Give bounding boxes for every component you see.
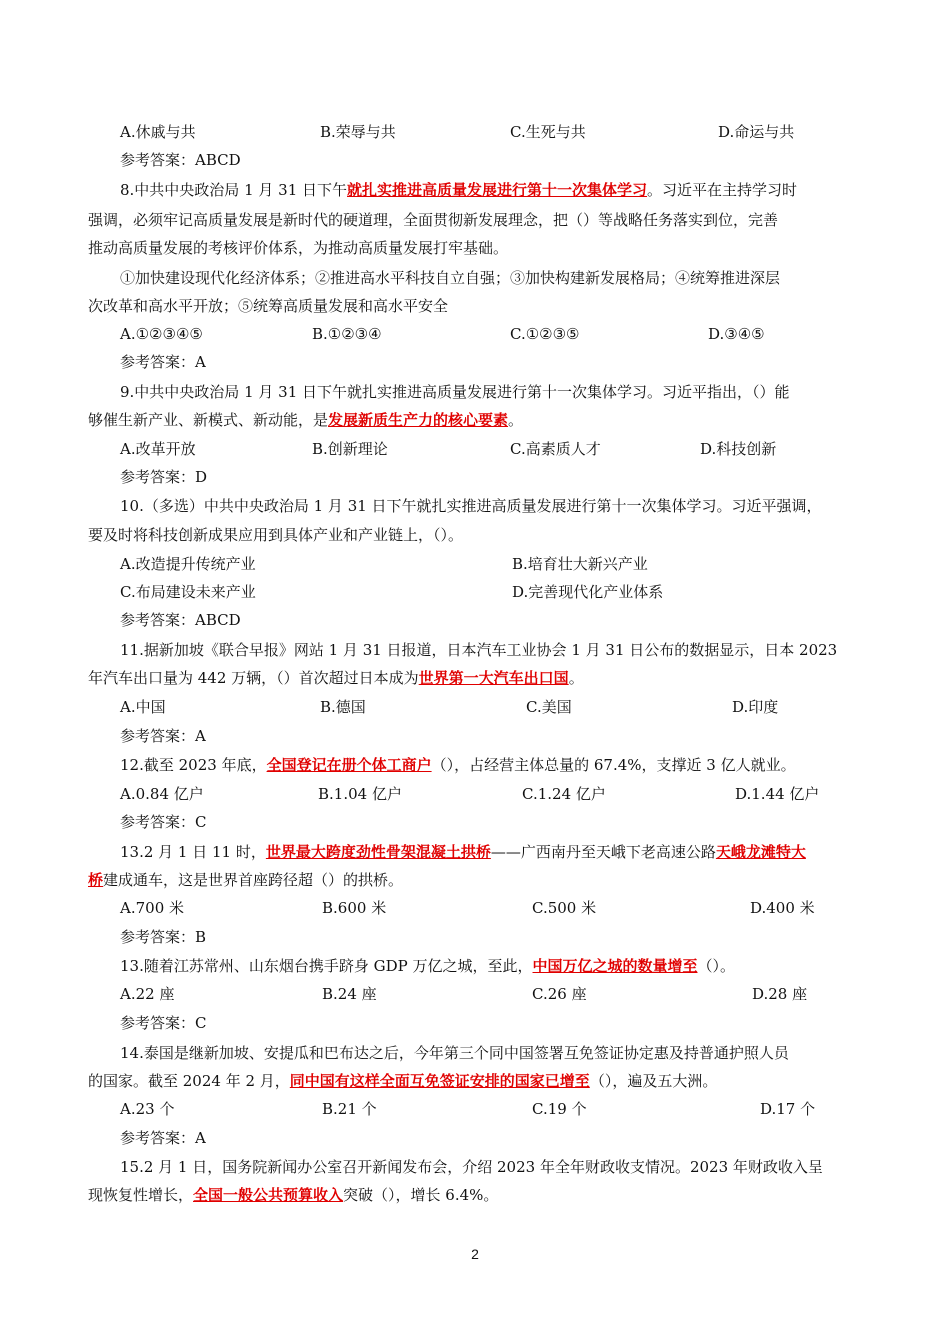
answer-q13b: 参考答案：C	[120, 1014, 207, 1032]
option-c: C.500 米	[532, 899, 597, 917]
option-b: B.①②③④	[312, 325, 382, 343]
highlight-text: 世界第一大汽车出口国	[418, 669, 569, 687]
question-8-line-3: 推动高质量发展的考核评价体系，为推动高质量发展打牢基础。	[88, 239, 509, 257]
question-9-line-2: 够催生新产业、新模式、新动能，是发展新质生产力的核心要素。	[88, 411, 524, 429]
question-8-line-4: ①加快建设现代化经济体系；②推进高水平科技自立自强；③加快构建新发展格局；④统筹推进深层	[120, 269, 781, 287]
question-11-line-2: 年汽车出口量为 442 万辆，（）首次超过日本成为世界第一大汽车出口国。	[88, 669, 584, 687]
answer-q14: 参考答案：A	[120, 1129, 206, 1147]
answer-q10: 参考答案：ABCD	[120, 611, 241, 629]
answer-q13a: 参考答案：B	[120, 928, 207, 946]
option-d: D.③④⑤	[708, 325, 765, 343]
highlight-text: 同中国有这样全面互免签证安排的国家已增至	[289, 1072, 590, 1090]
option-d: D.印度	[732, 698, 779, 716]
highlight-text: 天峨龙滩特大	[715, 843, 806, 861]
answer-q9: 参考答案：D	[120, 468, 208, 486]
question-11-line-1: 11.据新加坡《联合早报》网站 1 月 31 日报道，日本汽车工业协会 1 月 31 日公布的数据显示，日本 2023	[120, 641, 838, 659]
option-c: C.生死与共	[510, 123, 586, 141]
option-a: A.中国	[120, 698, 166, 716]
answer-q12: 参考答案：C	[120, 813, 207, 831]
option-d: D.400 米	[750, 899, 815, 917]
highlight-text: 就扎实推进高质量发展进行第十一次集体学习	[347, 181, 648, 199]
option-a: A.休戚与共	[120, 123, 196, 141]
highlight-text: 全国一般公共预算收入	[193, 1186, 344, 1204]
question-9-line-1: 9.中共中央政治局 1 月 31 日下午就扎实推进高质量发展进行第十一次集体学习。习近平指出，（）能	[120, 383, 790, 401]
option-c: C.1.24 亿户	[522, 785, 606, 803]
option-c: C.高素质人才	[510, 440, 601, 458]
option-a: A.23 个	[120, 1100, 175, 1118]
question-13b-line-1: 13.随着江苏常州、山东烟台携手跻身 GDP 万亿之城，至此，中国万亿之城的数量增至（）。	[120, 957, 736, 975]
option-c: C.26 座	[532, 985, 587, 1003]
highlight-text: 全国登记在册个体工商户	[266, 756, 432, 774]
option-b: B.21 个	[322, 1100, 377, 1118]
highlight-text: 发展新质生产力的核心要素	[328, 411, 509, 429]
option-b: B.创新理论	[312, 440, 388, 458]
option-c: C.美国	[526, 698, 572, 716]
question-8-line-5: 次改革和高水平开放；⑤统筹高质量发展和高水平安全	[88, 297, 449, 315]
option-a: A.22 座	[120, 985, 175, 1003]
question-8-line-1: 8.中共中央政治局 1 月 31 日下午就扎实推进高质量发展进行第十一次集体学习。习近平在主持学习时	[120, 181, 798, 199]
question-12-line-1: 12.截至 2023 年底，全国登记在册个体工商户（），占经营主体总量的 67.4%，支撑近 3 亿人就业。	[120, 756, 796, 774]
option-d: D.1.44 亿户	[735, 785, 820, 803]
answer-q7: 参考答案：ABCD	[120, 151, 241, 169]
option-b: B.600 米	[322, 899, 387, 917]
option-d: D.17 个	[760, 1100, 816, 1118]
answer-q11: 参考答案：A	[120, 727, 206, 745]
option-a: A.①②③④⑤	[120, 325, 203, 343]
highlight-text: 中国万亿之城的数量增至	[532, 957, 698, 975]
page-number: 2	[471, 1246, 479, 1262]
option-b: B.1.04 亿户	[318, 785, 402, 803]
option-a: A.改革开放	[120, 440, 196, 458]
question-15-line-1: 15.2 月 1 日，国务院新闻办公室召开新闻发布会，介绍 2023 年全年财政收支情况。2023 年财政收入呈	[120, 1158, 823, 1176]
highlight-text: 世界最大跨度劲性骨架混凝土拱桥	[265, 843, 491, 861]
question-13a-line-1: 13.2 月 1 日 11 时，世界最大跨度劲性骨架混凝土拱桥——广西南丹至天峨下老高速公路天峨龙滩特大	[120, 843, 806, 861]
option-b: B.德国	[320, 698, 366, 716]
option-a: A.0.84 亿户	[120, 785, 204, 803]
question-13a-line-2: 桥建成通车，这是世界首座跨径超（）的拱桥。	[88, 871, 404, 889]
option-b: B.24 座	[322, 985, 377, 1003]
option-b: B.荣辱与共	[320, 123, 396, 141]
option-c: C.①②③⑤	[510, 325, 580, 343]
option-c: C.19 个	[532, 1100, 587, 1118]
option-a: A.改造提升传统产业	[120, 555, 256, 573]
option-a: A.700 米	[120, 899, 184, 917]
answer-q8: 参考答案：A	[120, 353, 206, 371]
question-10-line-2: 要及时将科技创新成果应用到具体产业和产业链上，（）。	[88, 526, 464, 544]
option-d: D.完善现代化产业体系	[512, 583, 664, 601]
question-14-line-1: 14.泰国是继新加坡、安提瓜和巴布达之后，今年第三个同中国签署互免签证协定惠及持普通护照人员	[120, 1044, 789, 1062]
question-10-line-1: 10.（多选）中共中央政治局 1 月 31 日下午就扎实推进高质量发展进行第十一次集体学习。习近平强调，	[120, 497, 822, 515]
option-d: D.科技创新	[700, 440, 777, 458]
highlight-text: 桥	[88, 871, 104, 889]
option-d: D.28 座	[752, 985, 808, 1003]
question-15-line-2: 现恢复性增长，全国一般公共预算收入突破（），增长 6.4%。	[88, 1186, 499, 1204]
question-14-line-2: 的国家。截至 2024 年 2 月，同中国有这样全面互免签证安排的国家已增至（），遍及五大洲。	[88, 1072, 718, 1090]
option-c: C.布局建设未来产业	[120, 583, 256, 601]
option-d: D.命运与共	[718, 123, 795, 141]
option-b: B.培育壮大新兴产业	[512, 555, 648, 573]
question-8-line-2: 强调，必须牢记高质量发展是新时代的硬道理，全面贯彻新发展理念，把（）等战略任务落实到位，完善	[88, 211, 779, 229]
